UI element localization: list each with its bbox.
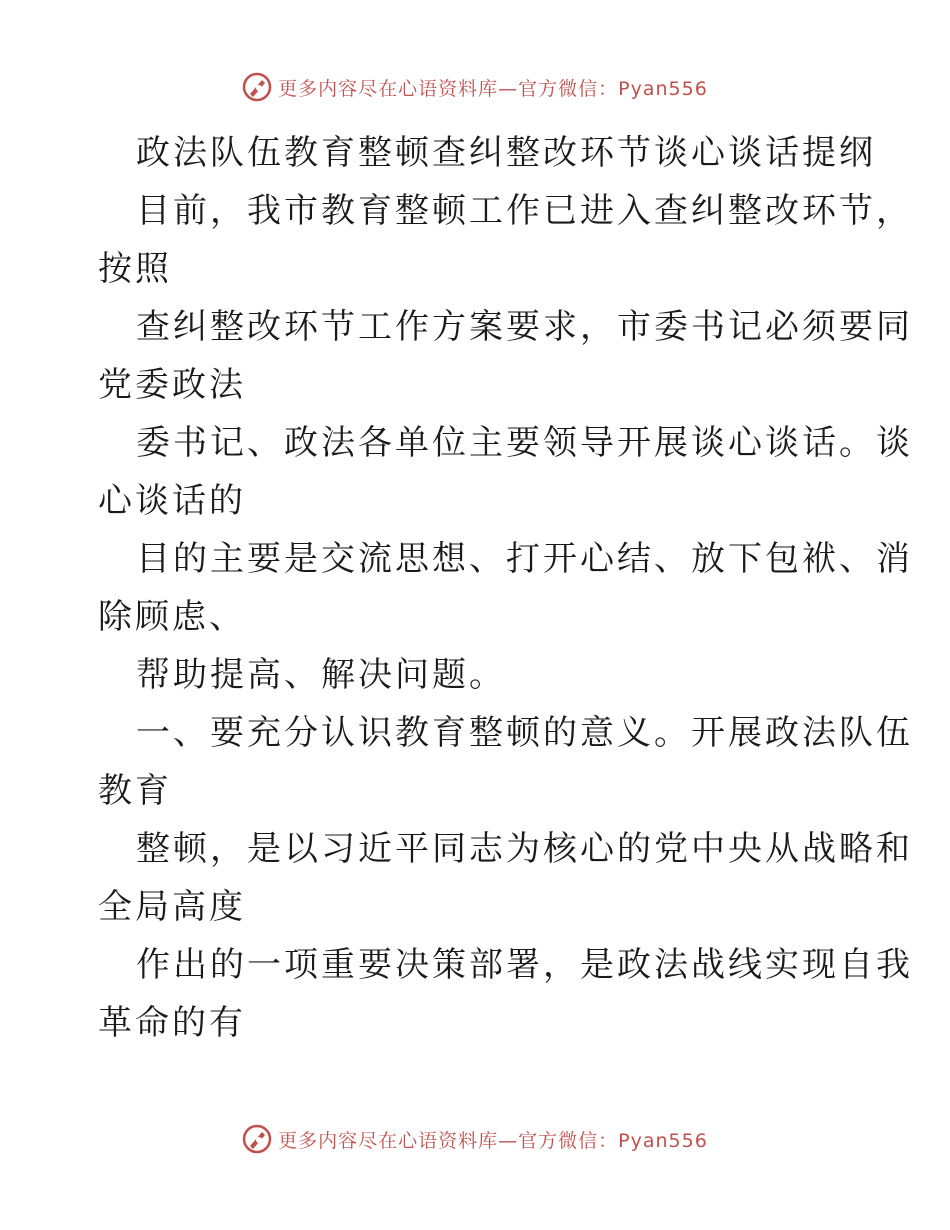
header-watermark-banner <box>0 72 950 102</box>
paragraph-line: 全局高度 <box>98 887 246 927</box>
paragraph-line: 革命的有 <box>98 1003 246 1043</box>
paragraph-line: 教育 <box>98 771 172 811</box>
document-title: 政法队伍教育整顿查纠整改环节谈心谈话提纲 <box>136 133 876 173</box>
pen-logo-icon <box>242 1124 272 1154</box>
paragraph-line: 作出的一项重要决策部署，是政法战线实现自我 <box>136 945 913 985</box>
paragraph-line: 目前，我市教育整顿工作已进入查纠整改环节， <box>136 191 913 231</box>
paragraph-line: 党委政法 <box>98 365 246 405</box>
paragraph-line: 整顿，是以习近平同志为核心的党中央从战略和 <box>136 829 913 869</box>
paragraph-line: 按照 <box>98 249 172 289</box>
paragraph-line: 目的主要是交流思想、打开心结、放下包袱、消 <box>136 539 913 579</box>
footer-watermark-banner <box>0 1124 950 1154</box>
paragraph-line: 心谈话的 <box>98 481 246 521</box>
paragraph-line: 查纠整改环节工作方案要求，市委书记必须要同 <box>136 307 913 347</box>
document-body <box>98 124 913 1052</box>
paragraph-line: 除顾虑、 <box>98 597 246 637</box>
paragraph-line: 委书记、政法各单位主要领导开展谈心谈话。谈 <box>136 423 913 463</box>
section-heading-line: 一、要充分认识教育整顿的意义。开展政法队伍 <box>136 713 913 753</box>
watermark-text: 更多内容尽在心语资料库—官方微信：Pyan556 <box>278 77 708 100</box>
paragraph-line: 帮助提高、解决问题。 <box>136 655 506 695</box>
watermark-text: 更多内容尽在心语资料库—官方微信：Pyan556 <box>278 1129 708 1152</box>
pen-logo-icon <box>242 72 272 102</box>
